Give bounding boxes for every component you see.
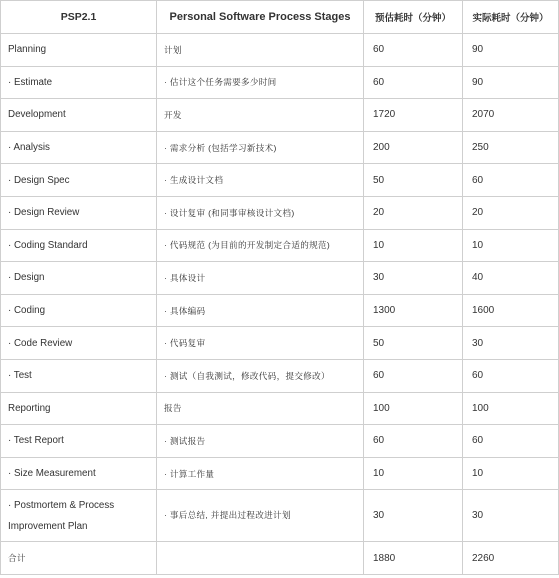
- cell-total-estimated: 1880: [364, 542, 463, 575]
- cell-estimated: 10: [364, 229, 463, 262]
- table-row: [1, 196, 559, 229]
- table-row: [1, 99, 559, 132]
- cell-estimated: 100: [364, 392, 463, 425]
- cell-stage: · Design: [1, 262, 157, 295]
- cell-estimated: 1720: [364, 99, 463, 132]
- cell-stage-cn: · 设计复审 (和同事审核设计文档): [157, 196, 364, 229]
- cell-estimated: 60: [364, 66, 463, 99]
- cell-estimated: 30: [364, 262, 463, 295]
- cell-stage: · Test Report: [1, 425, 157, 458]
- header-stages: Personal Software Process Stages: [157, 1, 364, 34]
- cell-actual: 30: [463, 490, 559, 542]
- cell-stage: Development: [1, 99, 157, 132]
- cell-actual: 90: [463, 66, 559, 99]
- table-row: [1, 131, 559, 164]
- table-header: [1, 1, 559, 34]
- cell-estimated: 60: [364, 425, 463, 458]
- cell-stage-cn: · 计算工作量: [157, 457, 364, 490]
- cell-actual: 100: [463, 392, 559, 425]
- cell-actual: 1600: [463, 294, 559, 327]
- table-row: [1, 66, 559, 99]
- cell-actual: 30: [463, 327, 559, 360]
- cell-estimated: 60: [364, 359, 463, 392]
- table-row: [1, 327, 559, 360]
- header-row: [1, 1, 559, 34]
- cell-stage-cn: · 代码复审: [157, 327, 364, 360]
- cell-stage-cn: · 测试报告: [157, 425, 364, 458]
- table-body: [1, 34, 559, 575]
- table-row: [1, 229, 559, 262]
- cell-actual: 60: [463, 164, 559, 197]
- cell-stage-cn: · 需求分析 (包括学习新技术): [157, 131, 364, 164]
- cell-actual: 2070: [463, 99, 559, 132]
- cell-stage-cn: · 具体编码: [157, 294, 364, 327]
- cell-estimated: 200: [364, 131, 463, 164]
- table-row: [1, 262, 559, 295]
- table-row: [1, 359, 559, 392]
- cell-estimated: 30: [364, 490, 463, 542]
- table-row: [1, 164, 559, 197]
- table-row: [1, 425, 559, 458]
- table-row: [1, 294, 559, 327]
- cell-stage: · Code Review: [1, 327, 157, 360]
- header-estimated-time: 预估耗时（分钟）: [364, 1, 463, 34]
- cell-actual: 250: [463, 131, 559, 164]
- cell-estimated: 50: [364, 327, 463, 360]
- cell-stage-cn: 开发: [157, 99, 364, 132]
- cell-total-label: 合计: [1, 542, 157, 575]
- cell-actual: 10: [463, 457, 559, 490]
- cell-estimated: 60: [364, 34, 463, 67]
- cell-stage: Reporting: [1, 392, 157, 425]
- cell-stage-cn: · 事后总结, 并提出过程改进计划: [157, 490, 364, 542]
- cell-actual: 60: [463, 425, 559, 458]
- cell-stage: · Size Measurement: [1, 457, 157, 490]
- cell-estimated: 10: [364, 457, 463, 490]
- cell-estimated: 50: [364, 164, 463, 197]
- cell-total-actual: 2260: [463, 542, 559, 575]
- table-row: [1, 34, 559, 67]
- header-psp: PSP2.1: [1, 1, 157, 34]
- cell-stage: · Analysis: [1, 131, 157, 164]
- table-row: [1, 490, 559, 542]
- cell-actual: 60: [463, 359, 559, 392]
- cell-actual: 40: [463, 262, 559, 295]
- cell-stage-cn: 计划: [157, 34, 364, 67]
- cell-total-empty: [157, 542, 364, 575]
- cell-stage: · Design Review: [1, 196, 157, 229]
- cell-stage: · Test: [1, 359, 157, 392]
- cell-estimated: 20: [364, 196, 463, 229]
- cell-actual: 20: [463, 196, 559, 229]
- table-row: [1, 392, 559, 425]
- header-actual-time: 实际耗时（分钟）: [463, 1, 559, 34]
- cell-stage-cn: · 代码规范 (为目前的开发制定合适的规范): [157, 229, 364, 262]
- cell-stage-cn: · 具体设计: [157, 262, 364, 295]
- cell-actual: 90: [463, 34, 559, 67]
- cell-stage-cn: · 生成设计文档: [157, 164, 364, 197]
- cell-stage-cn: 报告: [157, 392, 364, 425]
- cell-stage: · Coding Standard: [1, 229, 157, 262]
- cell-stage: · Estimate: [1, 66, 157, 99]
- cell-stage: · Postmortem & Process Improvement Plan: [1, 490, 157, 542]
- cell-estimated: 1300: [364, 294, 463, 327]
- cell-stage-cn: · 测试（自我测试，修改代码，提交修改）: [157, 359, 364, 392]
- cell-actual: 10: [463, 229, 559, 262]
- table-row: [1, 457, 559, 490]
- cell-stage: · Coding: [1, 294, 157, 327]
- cell-stage-cn: · 估计这个任务需要多少时间: [157, 66, 364, 99]
- cell-stage: · Design Spec: [1, 164, 157, 197]
- cell-stage: Planning: [1, 34, 157, 67]
- total-row: [1, 542, 559, 575]
